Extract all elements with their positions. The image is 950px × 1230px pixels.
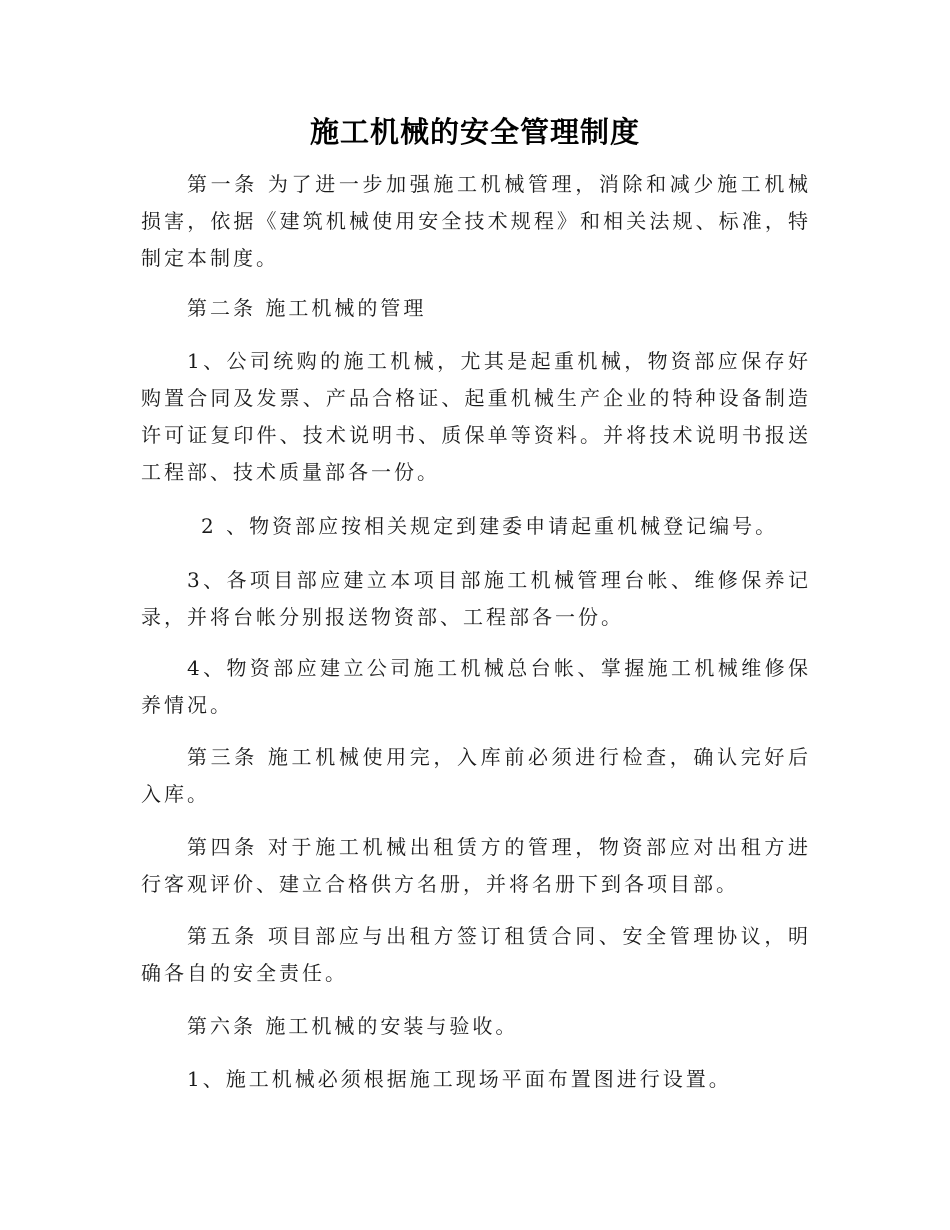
article-5-paragraph: 第五条 项目部应与出租方签订租赁合同、安全管理协议，明确各自的安全责任。	[141, 924, 811, 985]
article-3-paragraph: 第三条 施工机械使用完，入库前必须进行检查，确认完好后入库。	[141, 745, 811, 806]
article-4-paragraph: 第四条 对于施工机械出租赁方的管理，物资部应对出租方进行客观评价、建立合格供方名册，并将名册下到各项目部。	[141, 835, 811, 896]
article-2-item-3: 3、各项目部应建立本项目部施工机械管理台帐、维修保养记录，并将台帐分别报送物资部、工程部各一份。	[141, 568, 811, 629]
article-6-item-1: 1、施工机械必须根据施工现场平面布置图进行设置。	[187, 1067, 732, 1091]
article-2-item-1: 1、公司统购的施工机械，尤其是起重机械，物资部应保存好购置合同及发票、产品合格证、起重机械生产企业的特种设备制造许可证复印件、技术说明书、质保单等资料。并将技术说明书报送工程部、技术质量部各一份。	[141, 349, 811, 484]
article-2-item-4: 4、物资部应建立公司施工机械总台帐、掌握施工机械维修保养情况。	[141, 656, 811, 717]
article-2-heading: 第二条 施工机械的管理	[187, 296, 427, 320]
article-2-item-2: 2 、物资部应按相关规定到建委申请起重机械登记编号。	[201, 514, 779, 538]
document-title: 施工机械的安全管理制度	[309, 115, 640, 149]
article-1-paragraph: 第一条 为了进一步加强施工机械管理，消除和减少施工机械损害，依据《建筑机械使用安全技术规程》和相关法规、标准，特制定本制度。	[141, 172, 811, 270]
article-6-heading: 第六条 施工机械的安装与验收。	[187, 1014, 519, 1038]
